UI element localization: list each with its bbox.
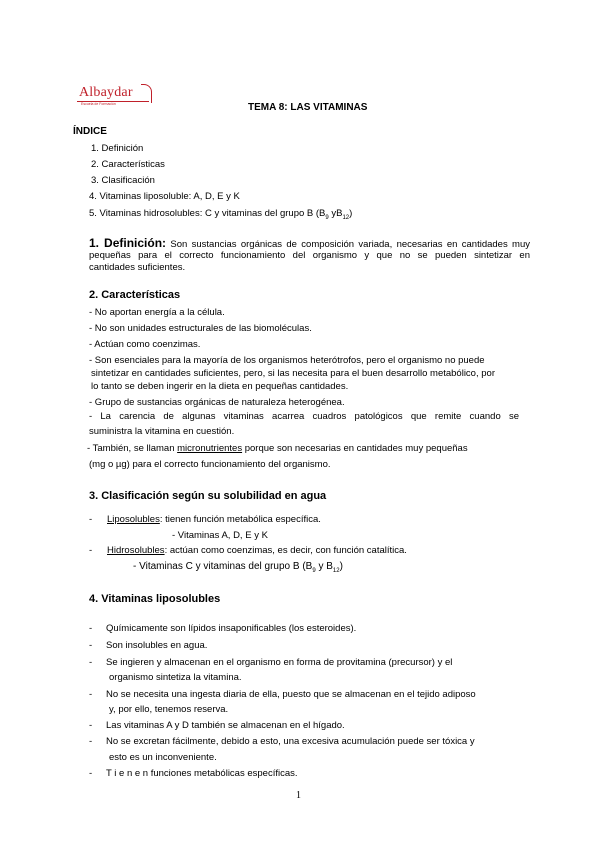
- list-dash: -: [89, 657, 93, 668]
- liposolubles-line: Liposolubles: tienen función metabólica específica.: [107, 514, 321, 525]
- list-item: Se ingieren y almacenan en el organismo en forma de provitamina (precursor) y el: [106, 657, 453, 668]
- list-item: No se excretan fácilmente, debido a esto, una excesiva acumulación puede ser tóxica y: [106, 736, 475, 747]
- hidrosolubles-line: Hidrosolubles: actúan como coenzimas, es decir, con función catalítica.: [107, 545, 407, 556]
- characteristics-heading: 2. Características: [89, 289, 181, 301]
- characteristic-line: sintetizar en cantidades suficientes, pero, si las necesita para el buen desarrollo metabólico, por: [91, 368, 495, 379]
- index-item-4: 4. Vitaminas liposoluble: A, D, E y K: [89, 191, 240, 202]
- definition-line-3: cantidades suficientes.: [89, 262, 186, 273]
- index-item-5: 5. Vitaminas hidrosolubles: C y vitaminas del grupo B ($B_9$ $yB_{12}$): [89, 208, 353, 221]
- classification-heading: 3. Clasificación según su solubilidad en agua: [89, 490, 327, 502]
- characteristic-line: - No aportan energía a la célula.: [89, 307, 225, 318]
- list-dash: -: [89, 623, 93, 634]
- list-dash: -: [89, 689, 93, 700]
- index-item-3: 3. Clasificación: [91, 175, 155, 186]
- list-dash: -: [89, 720, 93, 731]
- list-item: Químicamente son lípidos insaponificables (los esteroides).: [106, 623, 357, 634]
- characteristic-line: - Grupo de sustancias orgánicas de naturaleza heterogénea.: [89, 397, 345, 408]
- page-number: 1: [296, 790, 301, 801]
- list-dash: -: [89, 640, 93, 651]
- index-heading: ÍNDICE: [73, 126, 107, 137]
- liposolubles-heading: 4. Vitaminas liposolubles: [89, 593, 221, 605]
- definition-line-2: pequeñas para el correcto funcionamiento del organismo y que no se pueden sintetizar en: [89, 250, 530, 261]
- characteristic-line: - Son esenciales para la mayoría de los organismos heterótrofos, pero el organismo no puede: [89, 355, 485, 366]
- list-item-continuation: organismo sintetiza la vitamina.: [109, 672, 242, 683]
- liposolubles-list: - Vitaminas A, D, E y K: [172, 530, 268, 541]
- logo-name: Albaydar: [79, 85, 133, 100]
- logo-tagline: Escuela de Formación: [81, 102, 116, 106]
- list-item: No se necesita una ingesta diaria de ella, puesto que se almacenan en el tejido adiposo: [106, 689, 476, 700]
- list-dash: -: [89, 768, 93, 779]
- classification-dash: -: [89, 514, 93, 525]
- list-item: Son insolubles en agua.: [106, 640, 208, 651]
- definition-line-1: 1. Definición: Son sustancias orgánicas de composición variada, necesarias en cantidades muy: [89, 236, 530, 250]
- characteristic-line: suministra la vitamina en cuestión.: [89, 426, 235, 437]
- index-item-1: 1. Definición: [91, 143, 144, 154]
- classification-dash: -: [89, 545, 93, 556]
- characteristic-line: - Actúan como coenzimas.: [89, 339, 201, 350]
- characteristic-line: - No son unidades estructurales de las biomoléculas.: [89, 323, 312, 334]
- list-item-continuation: y, por ello, tenemos reserva.: [109, 704, 229, 715]
- list-item: T i e n e n funciones metabólicas específicas.: [106, 768, 298, 779]
- albaydar-logo: [77, 84, 155, 106]
- index-item-2: 2. Características: [91, 159, 165, 170]
- micronutrientes-term: micronutrientes: [177, 443, 243, 454]
- characteristic-line: (mg o µg) para el correcto funcionamiento del organismo.: [89, 459, 331, 470]
- characteristic-line: - También, se llaman micronutrientes porque son necesarias en cantidades muy pequeñas: [87, 443, 468, 454]
- list-item-continuation: esto es un inconveniente.: [109, 752, 217, 763]
- hidrosolubles-list: - Vitaminas C y vitaminas del grupo B ($B_9$ y $B_{12}$): [133, 561, 343, 574]
- definition-heading: 1. Definición:: [89, 236, 167, 250]
- characteristic-line: lo tanto se deben ingerir en la dieta en pequeñas cantidades.: [91, 381, 349, 392]
- list-item: Las vitaminas A y D también se almacenan en el hígado.: [106, 720, 345, 731]
- characteristic-line: - La carencia de algunas vitaminas acarrea cuadros patológicos que remite cuando se: [89, 411, 519, 422]
- list-dash: -: [89, 736, 93, 747]
- page-title: TEMA 8: LAS VITAMINAS: [248, 102, 368, 113]
